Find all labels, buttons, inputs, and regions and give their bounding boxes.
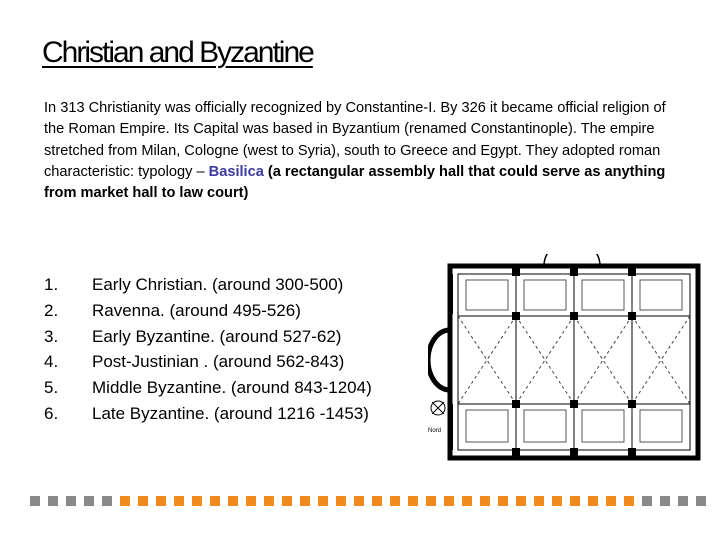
basilica-definition: (a rectangular assembly hall that could serve as anything from market hall to law court) [44, 163, 666, 202]
orange-square [228, 496, 238, 506]
list-label: Early Christian. (around 300-500) [92, 275, 344, 294]
list-item [44, 272, 372, 298]
gray-square [84, 496, 94, 506]
list-label: Ravenna. (around 495-526) [92, 300, 301, 320]
orange-square [426, 496, 436, 506]
list-number: 4. [44, 352, 59, 372]
orange-square [588, 496, 598, 506]
orange-square [336, 496, 346, 506]
orange-square [354, 496, 364, 506]
orange-square [498, 496, 508, 506]
list-number: 1. [44, 275, 59, 294]
west-apse [428, 330, 450, 390]
basilica-floor-plan-image [428, 254, 708, 464]
intro-paragraph [44, 98, 684, 204]
list-item [44, 324, 372, 350]
orange-square [462, 496, 472, 506]
list-number: 3. [44, 326, 59, 346]
orange-square [390, 496, 400, 506]
orange-square [174, 496, 184, 506]
period-list [44, 272, 372, 427]
orange-square [444, 496, 454, 506]
orange-square [192, 496, 202, 506]
gray-square [30, 496, 40, 506]
gray-square [66, 496, 76, 506]
orange-square [624, 496, 634, 506]
compass-label: Nord [428, 428, 442, 434]
orange-square [408, 496, 418, 506]
orange-square [300, 496, 310, 506]
orange-square [516, 496, 526, 506]
list-label: Middle Byzantine. (around 843-1204) [92, 378, 372, 398]
orange-square [210, 496, 220, 506]
list-item [44, 298, 372, 324]
gray-square [660, 496, 670, 506]
slide-title: Christian and Byzantine [42, 36, 313, 69]
gray-square [678, 496, 688, 506]
gray-square [48, 496, 58, 506]
basilica-keyword: Basilica [208, 163, 264, 180]
list-label: Late Byzantine. (around 1216 -1453) [92, 403, 369, 423]
orange-square [120, 496, 130, 506]
list-label: Early Byzantine. (around 527-62) [92, 326, 342, 346]
orange-square [318, 496, 328, 506]
orange-square [534, 496, 544, 506]
gray-square [102, 496, 112, 506]
compass-icon [431, 401, 445, 415]
footer-decoration [30, 496, 706, 506]
list-number: 5. [44, 378, 59, 398]
list-item [44, 349, 372, 375]
orange-square [264, 496, 274, 506]
list-item [44, 401, 372, 427]
gray-square [642, 496, 652, 506]
orange-square [246, 496, 256, 506]
list-item [44, 375, 372, 401]
orange-square [282, 496, 292, 506]
piers [450, 266, 636, 458]
orange-square [570, 496, 580, 506]
list-number: 2. [44, 300, 59, 320]
orange-square [372, 496, 382, 506]
orange-square [480, 496, 490, 506]
orange-square [156, 496, 166, 506]
list-number: 6. [44, 403, 59, 423]
gray-square [696, 496, 706, 506]
orange-square [606, 496, 616, 506]
intro-text: In 313 Christianity was officially recognized by Constantine-I. By 326 it became official religion of the Roman Empire. Its Capital was based in Byzantium (renamed Constantinople). The empire stretched from Milan, Cologne (west to Syria), south to Greece and Egypt. They adopted roman characteristic: typology – [44, 100, 666, 180]
orange-square [552, 496, 562, 506]
list-label: Post-Justinian . (around 562-843) [92, 352, 345, 372]
orange-square [138, 496, 148, 506]
